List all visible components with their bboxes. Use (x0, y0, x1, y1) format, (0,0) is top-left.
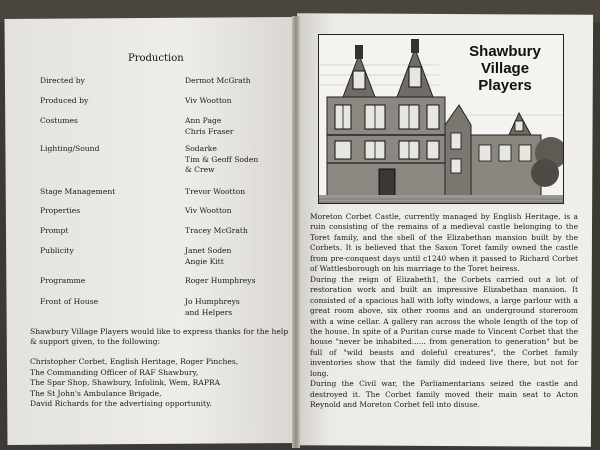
credit-role: Costumes (40, 116, 78, 125)
paragraph: Moreton Corbet Castle, currently managed by English Heritage, is a ruin consisting of the remains of a medieval castle belonging to the Toret family, and the shell of the Elizabethan mansion built by the Corbets. It is believed that the Saxon Toret family owned the castle from pre-conquest days until c1240 when it passed to Richard Corbet of Wattlesborough on his marriage to the Toret heiress. (310, 212, 578, 274)
credit-names (185, 206, 231, 217)
credit-names (185, 246, 231, 267)
thanks-line: Christopher Corbet, English Heritage, Roger Pinches, (30, 357, 239, 366)
credit-name: Trevor Wootton (185, 187, 246, 196)
castle-illustration (318, 34, 564, 204)
thanks-line: The Commanding Officer of RAF Shawbury, (30, 367, 199, 377)
credit-name: Angie Kitt (185, 256, 224, 266)
logo-line: Village (480, 60, 530, 77)
credit-name: Dermot McGrath (185, 76, 251, 85)
credit-name: Tim & Geoff Soden (185, 154, 259, 164)
credit-name: Sodarke (185, 144, 217, 153)
credit-name: Viv Wootton (185, 206, 232, 215)
credit-name: Viv Wootton (185, 96, 232, 105)
credit-role: Directed by (40, 76, 85, 85)
logo-line: Players (478, 77, 532, 94)
castle-history-text (310, 212, 578, 411)
credit-names (185, 76, 251, 87)
credit-name: Jo Humphreys (185, 297, 240, 306)
credit-role: Programme (40, 276, 86, 285)
booklet-spine (292, 16, 300, 448)
credit-role: Stage Management (40, 187, 116, 196)
credit-name: Tracey McGrath (185, 226, 248, 235)
thanks-intro: Shawbury Village Players would like to express thanks for the help & support given, to the following: (30, 327, 289, 347)
credit-name: Roger Humphreys (185, 276, 256, 285)
credit-role: Properties (40, 206, 81, 215)
group-logo (457, 43, 553, 94)
credit-names (185, 187, 245, 198)
credit-role: Lighting/Sound (40, 144, 100, 153)
credit-row (40, 116, 280, 146)
credit-role: Front of House (40, 297, 99, 306)
thanks-line: The St John's Ambulance Brigade, (30, 388, 162, 398)
credit-role: Publicity (40, 246, 74, 255)
credit-role: Prompt (40, 226, 69, 235)
production-heading: Production (128, 53, 184, 64)
credit-names (185, 96, 231, 107)
credit-row (40, 246, 280, 276)
credit-names (185, 116, 234, 137)
logo-line: Shawbury (469, 43, 541, 60)
thanks-list (30, 357, 292, 410)
thanks-line: The Spar Shop, Shawbury, Infolink, Wem, RAPRA (30, 378, 221, 388)
credit-name: Chris Fraser (185, 126, 234, 136)
credit-names (185, 144, 258, 176)
paragraph: During the reign of Elizabeth1, the Corbets carried out a lot of restoration work and built an impressive Elizabethan mansion. It consisted of a spacious hall with lofty windows, a large parlour with a great room above, six other rooms and an underground storeroom with a wine cellar. A gallery ran across the whole length of the top of the house. In spite of a Puritan curse made to Vincent Corbet that the house "never be inhabited...... from generation to generation" but be full of "wild beasts and doleful creatures", the Corbet family inventories show that the family did indeed live there, but not for long. (310, 274, 578, 378)
credit-name: and Helpers (185, 307, 233, 317)
credit-names (185, 276, 255, 287)
credit-row (40, 297, 280, 327)
credit-name: Janet Soden (185, 246, 232, 255)
credit-names (185, 226, 248, 237)
credit-names (185, 297, 240, 318)
credit-name: Ann Page (185, 116, 222, 125)
credit-name: & Crew (185, 165, 215, 174)
credit-role: Produced by (40, 96, 89, 105)
paragraph: During the Civil war, the Parliamentarians seized the castle and destroyed it. The Corbet family moved their main seat to Acton Reynold and Moreton Corbet fell into disuse. (310, 379, 578, 410)
thanks-line: David Richards for the advertising opportunity. (30, 399, 212, 409)
credit-row (40, 144, 280, 174)
